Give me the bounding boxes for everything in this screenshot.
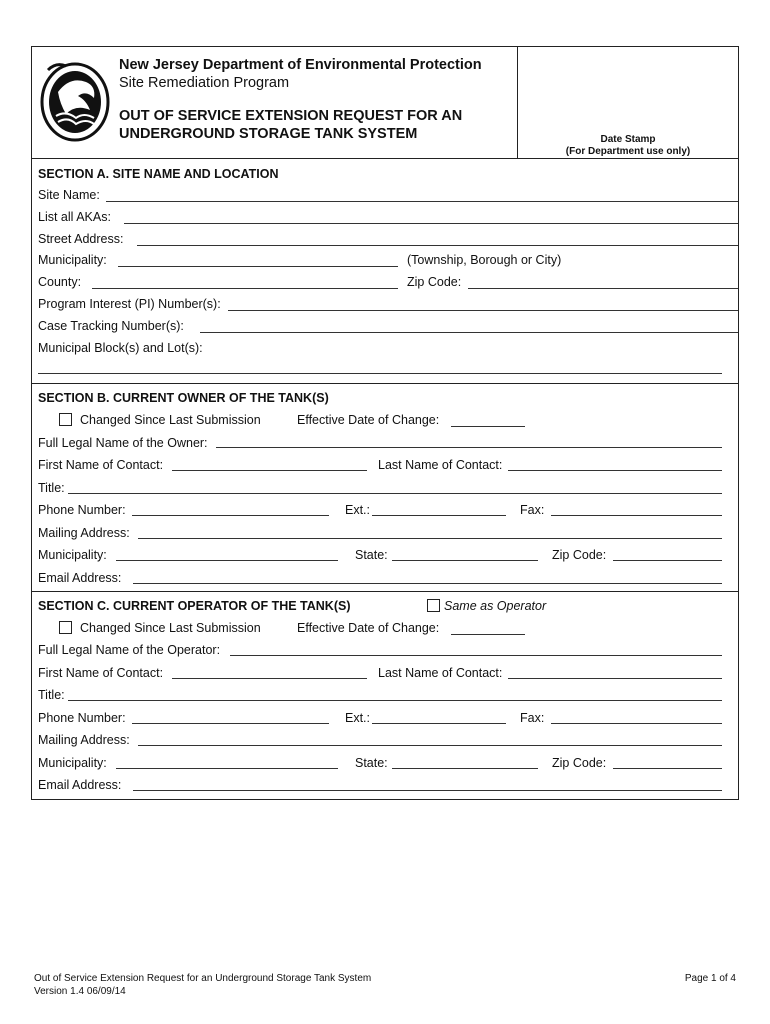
- operator-state-label: State:: [355, 756, 388, 770]
- same-as-checkbox[interactable]: [427, 599, 440, 612]
- operator-last-name-label: Last Name of Contact:: [378, 666, 503, 680]
- owner-legal-name-label: Full Legal Name of the Owner:: [38, 436, 208, 450]
- operator-mailing-label: Mailing Address:: [38, 733, 130, 747]
- case-tracking-label: Case Tracking Number(s):: [38, 319, 184, 333]
- footer-version: Version 1.4 06/09/14: [34, 986, 126, 997]
- operator-phone-label: Phone Number:: [38, 711, 126, 725]
- form-title-line1: OUT OF SERVICE EXTENSION REQUEST FOR AN: [119, 108, 463, 124]
- site-name-label: Site Name:: [38, 188, 100, 202]
- pi-number-field[interactable]: [228, 310, 738, 311]
- county-label: County:: [38, 275, 82, 289]
- date-stamp-label: Date Stamp: [600, 134, 656, 145]
- operator-fax-label: Fax:: [520, 711, 545, 725]
- owner-effective-date-label: Effective Date of Change:: [297, 413, 440, 427]
- njdep-seal-icon: [36, 56, 114, 144]
- street-address-field[interactable]: [137, 245, 738, 246]
- date-stamp-box: [517, 46, 518, 158]
- operator-state-field[interactable]: [392, 768, 538, 769]
- operator-email-label: Email Address:: [38, 778, 122, 792]
- owner-phone-field[interactable]: [132, 515, 329, 516]
- operator-municipality-field[interactable]: [116, 768, 338, 769]
- owner-state-field[interactable]: [392, 560, 538, 561]
- operator-municipality-label: Municipality:: [38, 756, 107, 770]
- header-divider: [31, 158, 739, 159]
- owner-zip-label: Zip Code:: [552, 548, 607, 562]
- owner-email-field[interactable]: [133, 583, 722, 584]
- county-field[interactable]: [92, 288, 398, 289]
- owner-ext-label: Ext.:: [345, 503, 371, 517]
- section-a-heading: SECTION A. SITE NAME AND LOCATION: [38, 167, 279, 181]
- municipality-field[interactable]: [118, 266, 398, 267]
- owner-ext-field[interactable]: [372, 515, 506, 516]
- operator-first-name-field[interactable]: [172, 678, 367, 679]
- municipality-note: (Township, Borough or City): [407, 253, 562, 267]
- owner-last-name-field[interactable]: [508, 470, 722, 471]
- owner-effective-date-field[interactable]: [451, 426, 525, 427]
- date-stamp-note: (For Department use only): [565, 146, 691, 157]
- block-lot-label: Municipal Block(s) and Lot(s):: [38, 341, 203, 355]
- owner-last-name-label: Last Name of Contact:: [378, 458, 503, 472]
- operator-mailing-field[interactable]: [138, 745, 722, 746]
- operator-phone-field[interactable]: [132, 723, 329, 724]
- owner-municipality-field[interactable]: [116, 560, 338, 561]
- same-as-label: Same as Operator: [444, 599, 547, 613]
- operator-ext-label: Ext.:: [345, 711, 371, 725]
- section-a-divider: [31, 383, 739, 384]
- akas-field[interactable]: [124, 223, 738, 224]
- operator-email-field[interactable]: [133, 790, 722, 791]
- form-title-line2: UNDERGROUND STORAGE TANK SYSTEM: [119, 126, 418, 142]
- owner-fax-field[interactable]: [551, 515, 722, 516]
- section-b-divider: [31, 591, 739, 592]
- owner-changed-checkbox[interactable]: [59, 413, 72, 426]
- operator-fax-field[interactable]: [551, 723, 722, 724]
- owner-phone-label: Phone Number:: [38, 503, 126, 517]
- operator-title-field[interactable]: [68, 700, 722, 701]
- owner-mailing-field[interactable]: [138, 538, 722, 539]
- operator-legal-name-field[interactable]: [230, 655, 722, 656]
- akas-label: List all AKAs:: [38, 210, 111, 224]
- owner-email-label: Email Address:: [38, 571, 122, 585]
- section-b-heading: SECTION B. CURRENT OWNER OF THE TANK(S): [38, 391, 329, 405]
- agency-name: New Jersey Department of Environmental Protection: [119, 57, 482, 73]
- operator-effective-date-label: Effective Date of Change:: [297, 621, 440, 635]
- owner-first-name-field[interactable]: [172, 470, 367, 471]
- municipality-label: Municipality:: [38, 253, 107, 267]
- zip-code-label: Zip Code:: [407, 275, 462, 289]
- footer-doc-title: Out of Service Extension Request for an Underground Storage Tank System: [34, 973, 372, 984]
- footer-page-number: Page 1 of 4: [684, 973, 736, 984]
- owner-title-field[interactable]: [68, 493, 722, 494]
- owner-first-name-label: First Name of Contact:: [38, 458, 164, 472]
- section-c-heading: SECTION C. CURRENT OPERATOR OF THE TANK(S): [38, 599, 351, 613]
- owner-changed-label: Changed Since Last Submission: [80, 413, 261, 427]
- owner-legal-name-field[interactable]: [216, 447, 722, 448]
- operator-zip-label: Zip Code:: [552, 756, 607, 770]
- operator-title-label: Title:: [38, 688, 65, 702]
- block-lot-field[interactable]: [38, 373, 722, 374]
- owner-mailing-label: Mailing Address:: [38, 526, 130, 540]
- owner-state-label: State:: [355, 548, 388, 562]
- owner-title-label: Title:: [38, 481, 65, 495]
- program-name: Site Remediation Program: [119, 75, 290, 91]
- site-name-field[interactable]: [106, 201, 738, 202]
- operator-last-name-field[interactable]: [508, 678, 722, 679]
- owner-municipality-label: Municipality:: [38, 548, 107, 562]
- operator-first-name-label: First Name of Contact:: [38, 666, 164, 680]
- owner-zip-field[interactable]: [613, 560, 722, 561]
- operator-zip-field[interactable]: [613, 768, 722, 769]
- case-tracking-field[interactable]: [200, 332, 738, 333]
- owner-fax-label: Fax:: [520, 503, 545, 517]
- operator-changed-label: Changed Since Last Submission: [80, 621, 261, 635]
- operator-effective-date-field[interactable]: [451, 634, 525, 635]
- zip-code-field[interactable]: [468, 288, 738, 289]
- street-address-label: Street Address:: [38, 232, 124, 246]
- operator-changed-checkbox[interactable]: [59, 621, 72, 634]
- operator-legal-name-label: Full Legal Name of the Operator:: [38, 643, 221, 657]
- operator-ext-field[interactable]: [372, 723, 506, 724]
- pi-number-label: Program Interest (PI) Number(s):: [38, 297, 221, 311]
